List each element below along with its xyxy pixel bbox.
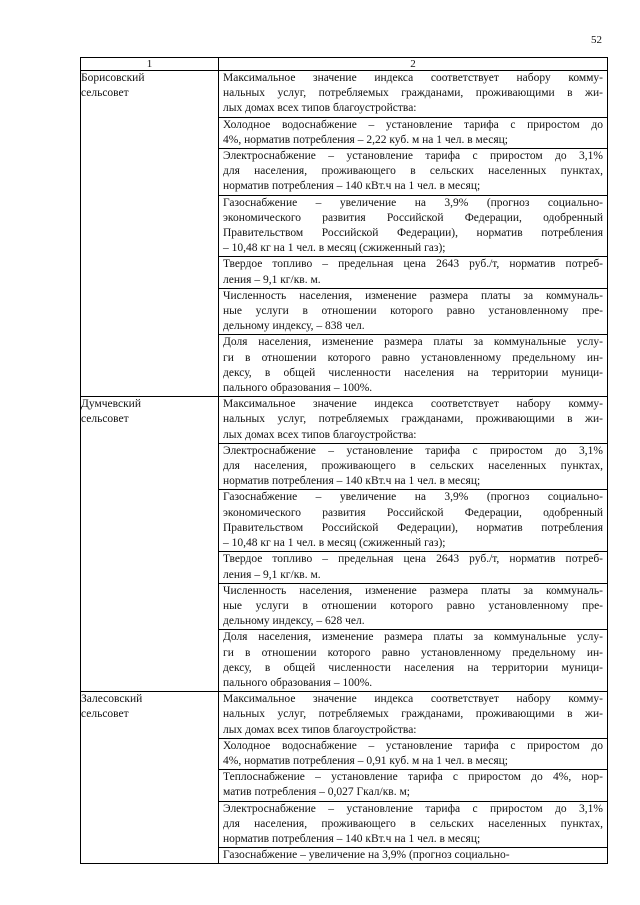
text-line: нальных услуг, потребляемых гражданами, проживающими в жи- xyxy=(223,708,603,721)
text-line: Численность населения, изменение размера платы за коммуналь- xyxy=(223,289,603,302)
municipality-name-cell xyxy=(81,71,219,397)
text-line: лых домах всех типов благоустройства: xyxy=(223,723,417,736)
table-header-row xyxy=(81,58,608,71)
description-paragraph xyxy=(219,195,607,257)
page-number: 52 xyxy=(591,34,602,46)
description-paragraph xyxy=(219,489,607,551)
text-line: Доля населения, изменение размера платы за коммунальные услу- xyxy=(223,336,603,349)
table-row xyxy=(81,397,608,692)
text-line: Теплоснабжение – установление тарифа с приростом до 4%, нор- xyxy=(223,771,603,784)
text-line: матив потребления – 0,027 Гкал/кв. м; xyxy=(223,786,410,799)
description-paragraph xyxy=(219,71,607,117)
text-line: ги в отношении которого равно установленному предельному ин- xyxy=(223,646,603,659)
text-line: ные услуги в отношении которого равно установленному пре- xyxy=(223,305,603,318)
text-line: – 10,48 кг на 1 чел. в месяц (сжиженный газ); xyxy=(223,537,446,550)
description-paragraph xyxy=(219,148,607,195)
description-paragraph xyxy=(219,801,607,848)
text-line: норматив потребления – 140 кВт.ч на 1 чел. в месяц; xyxy=(223,832,481,845)
description-paragraph xyxy=(219,629,607,691)
table-body xyxy=(81,71,608,864)
description-paragraph xyxy=(219,769,607,800)
description-paragraph xyxy=(219,551,607,582)
text-line: Максимальное значение индекса соответствует набору комму- xyxy=(223,398,603,411)
text-line: Доля населения, изменение размера платы за коммунальные услу- xyxy=(223,631,603,644)
text-line: норматив потребления – 140 кВт.ч на 1 чел. в месяц; xyxy=(223,180,481,193)
description-paragraph xyxy=(219,443,607,490)
text-line: пального образования – 100%. xyxy=(223,382,373,395)
description-paragraph xyxy=(219,288,607,335)
text-line: ные услуги в отношении которого равно установленному пре- xyxy=(223,599,603,612)
description-paragraph xyxy=(219,738,607,769)
column-header-1: 1 xyxy=(81,58,219,71)
municipality-name-cell xyxy=(81,692,219,864)
description-paragraph xyxy=(219,847,607,863)
municipality-name-line: сельсовет xyxy=(81,87,129,99)
text-line: норматив потребления – 140 кВт.ч на 1 чел. в месяц; xyxy=(223,475,481,488)
text-line: экономического развития Российской Федерации, одобренный xyxy=(223,211,603,224)
index-description-cell xyxy=(219,71,608,397)
index-description-cell xyxy=(219,692,608,864)
description-paragraph xyxy=(219,692,607,738)
text-line: Твердое топливо – предельная цена 2643 руб./т, норматив потреб- xyxy=(223,258,603,271)
text-line: Численность населения, изменение размера платы за коммуналь- xyxy=(223,584,603,597)
description-paragraph xyxy=(219,334,607,396)
municipality-name-cell xyxy=(81,397,219,692)
description-paragraph xyxy=(219,256,607,287)
municipality-name-line: Залесовский xyxy=(81,693,143,706)
municipality-name-line: Борисовский xyxy=(81,72,145,84)
text-line: Газоснабжение – увеличение на 3,9% (прогноз социально- xyxy=(223,491,603,504)
text-line: экономического развития Российской Федерации, одобренный xyxy=(223,506,603,519)
text-line: нальных услуг, потребляемых гражданами, проживающими в жи- xyxy=(223,87,603,100)
text-line: для населения, проживающего в сельских населенных пунктах, xyxy=(223,817,603,830)
text-line: Электроснабжение – установление тарифа с приростом до 3,1% xyxy=(223,802,603,815)
text-line: лых домах всех типов благоустройства: xyxy=(223,102,417,115)
description-paragraph xyxy=(219,583,607,630)
table-row xyxy=(81,71,608,397)
index-description-cell xyxy=(219,397,608,692)
text-line: дельному индексу, – 628 чел. xyxy=(223,615,365,628)
description-paragraph xyxy=(219,397,607,443)
text-line: ги в отношении которого равно установленному предельному ин- xyxy=(223,351,603,364)
text-line: ления – 9,1 кг/кв. м. xyxy=(223,568,321,581)
text-line: Правительством Российской Федерации), норматив потребления xyxy=(223,521,603,534)
text-line: ления – 9,1 кг/кв. м. xyxy=(223,273,321,286)
text-line: нальных услуг, потребляемых гражданами, проживающими в жи- xyxy=(223,413,603,426)
column-header-2: 2 xyxy=(219,58,608,71)
municipality-name-line: сельсовет xyxy=(81,413,129,426)
text-line: Электроснабжение – установление тарифа с приростом до 3,1% xyxy=(223,444,603,457)
table-row xyxy=(81,692,608,864)
text-line: Правительством Российской Федерации), норматив потребления xyxy=(223,227,603,240)
text-line: – 10,48 кг на 1 чел. в месяц (сжиженный газ); xyxy=(223,242,446,255)
text-line: Газоснабжение – увеличение на 3,9% (прогноз социально- xyxy=(223,196,603,209)
text-line: для населения, проживающего в сельских населенных пунктах, xyxy=(223,165,603,178)
text-line: Холодное водоснабжение – установление тарифа с приростом до xyxy=(223,739,603,752)
text-line: Максимальное значение индекса соответствует набору комму- xyxy=(223,693,603,706)
text-line: Холодное водоснабжение – установление тарифа с приростом до xyxy=(223,118,603,131)
text-line: пального образования – 100%. xyxy=(223,676,373,689)
text-line: Максимальное значение индекса соответствует набору комму- xyxy=(223,72,603,84)
description-paragraph xyxy=(219,117,607,148)
text-line: 4%, норматив потребления – 0,91 куб. м на 1 чел. в месяц; xyxy=(223,754,508,767)
text-line: дельному индексу, – 838 чел. xyxy=(223,320,365,333)
text-line: Газоснабжение – увеличение на 3,9% (прогноз социально- xyxy=(223,849,510,862)
text-line: Электроснабжение – установление тарифа с приростом до 3,1% xyxy=(223,150,603,163)
text-line: дексу, в общей численности населения на территории муници- xyxy=(223,661,603,674)
text-line: Твердое топливо – предельная цена 2643 руб./т, норматив потреб- xyxy=(223,553,603,566)
municipality-name-line: Думчевский xyxy=(81,398,141,411)
municipality-name-line: сельсовет xyxy=(81,708,129,721)
text-line: 4%, норматив потребления – 2,22 куб. м на 1 чел. в месяц; xyxy=(223,133,508,146)
municipality-index-table xyxy=(80,57,608,864)
text-line: дексу, в общей численности населения на территории муници- xyxy=(223,366,603,379)
text-line: лых домах всех типов благоустройства: xyxy=(223,428,417,441)
text-line: для населения, проживающего в сельских населенных пунктах, xyxy=(223,460,603,473)
